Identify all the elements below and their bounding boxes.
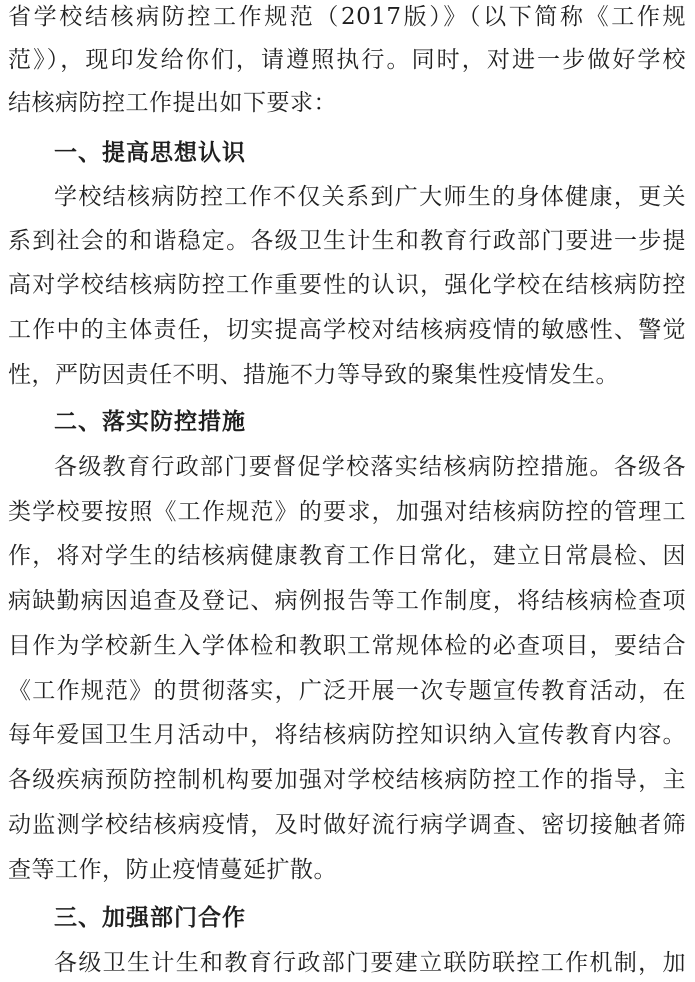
text-line: 查等工作，防止疫情蔓延扩散。 xyxy=(8,857,337,883)
text-line: 各级卫生计生和教育行政部门要建立联防联控工作机制，加 xyxy=(54,950,686,976)
text-line: 范》），现印发给你们，请遵照执行。同时，对进一步做好学校 xyxy=(8,47,686,73)
text-line: 省学校结核病防控工作规范（2017版）》（以下简称《工作规 xyxy=(8,4,686,30)
text-line: 目作为学校新生入学体检和教职工常规体检的必查项目，要结合 xyxy=(8,633,686,659)
text-line: 性，严防因责任不明、措施不力等导致的聚集性疫情发生。 xyxy=(8,362,619,388)
text-line: 系到社会的和谐稳定。各级卫生计生和教育行政部门要进一步提 xyxy=(8,228,686,254)
text-line: 《工作规范》的贯彻落实，广泛开展一次专题宣传教育活动，在 xyxy=(8,678,686,704)
text-line: 结核病防控工作提出如下要求： xyxy=(8,90,337,116)
text-line: 各级疾病预防控制机构要加强对学校结核病防控工作的指导，主 xyxy=(8,767,686,793)
section-heading: 一、提高思想认识 xyxy=(54,140,246,166)
text-line: 病缺勤病因追查及登记、病例报告等工作制度，将结核病检查项 xyxy=(8,588,686,614)
text-line: 工作中的主体责任，切实提高学校对结核病疫情的敏感性、警觉 xyxy=(8,317,686,343)
section-heading: 三、加强部门合作 xyxy=(54,905,246,931)
text-line: 动监测学校结核病疫情，及时做好流行病学调查、密切接触者筛 xyxy=(8,812,686,838)
text-line: 各级教育行政部门要督促学校落实结核病防控措施。各级各 xyxy=(54,454,686,480)
text-line: 高对学校结核病防控工作重要性的认识，强化学校在结核病防控 xyxy=(8,272,686,298)
section-heading: 二、落实防控措施 xyxy=(54,409,246,435)
text-line: 学校结核病防控工作不仅关系到广大师生的身体健康，更关 xyxy=(54,184,686,210)
text-line: 作，将对学生的结核病健康教育工作日常化，建立日常晨检、因 xyxy=(8,543,686,569)
text-line: 每年爱国卫生月活动中，将结核病防控知识纳入宣传教育内容。 xyxy=(8,722,686,748)
text-line: 类学校要按照《工作规范》的要求，加强对结核病防控的管理工 xyxy=(8,499,686,525)
